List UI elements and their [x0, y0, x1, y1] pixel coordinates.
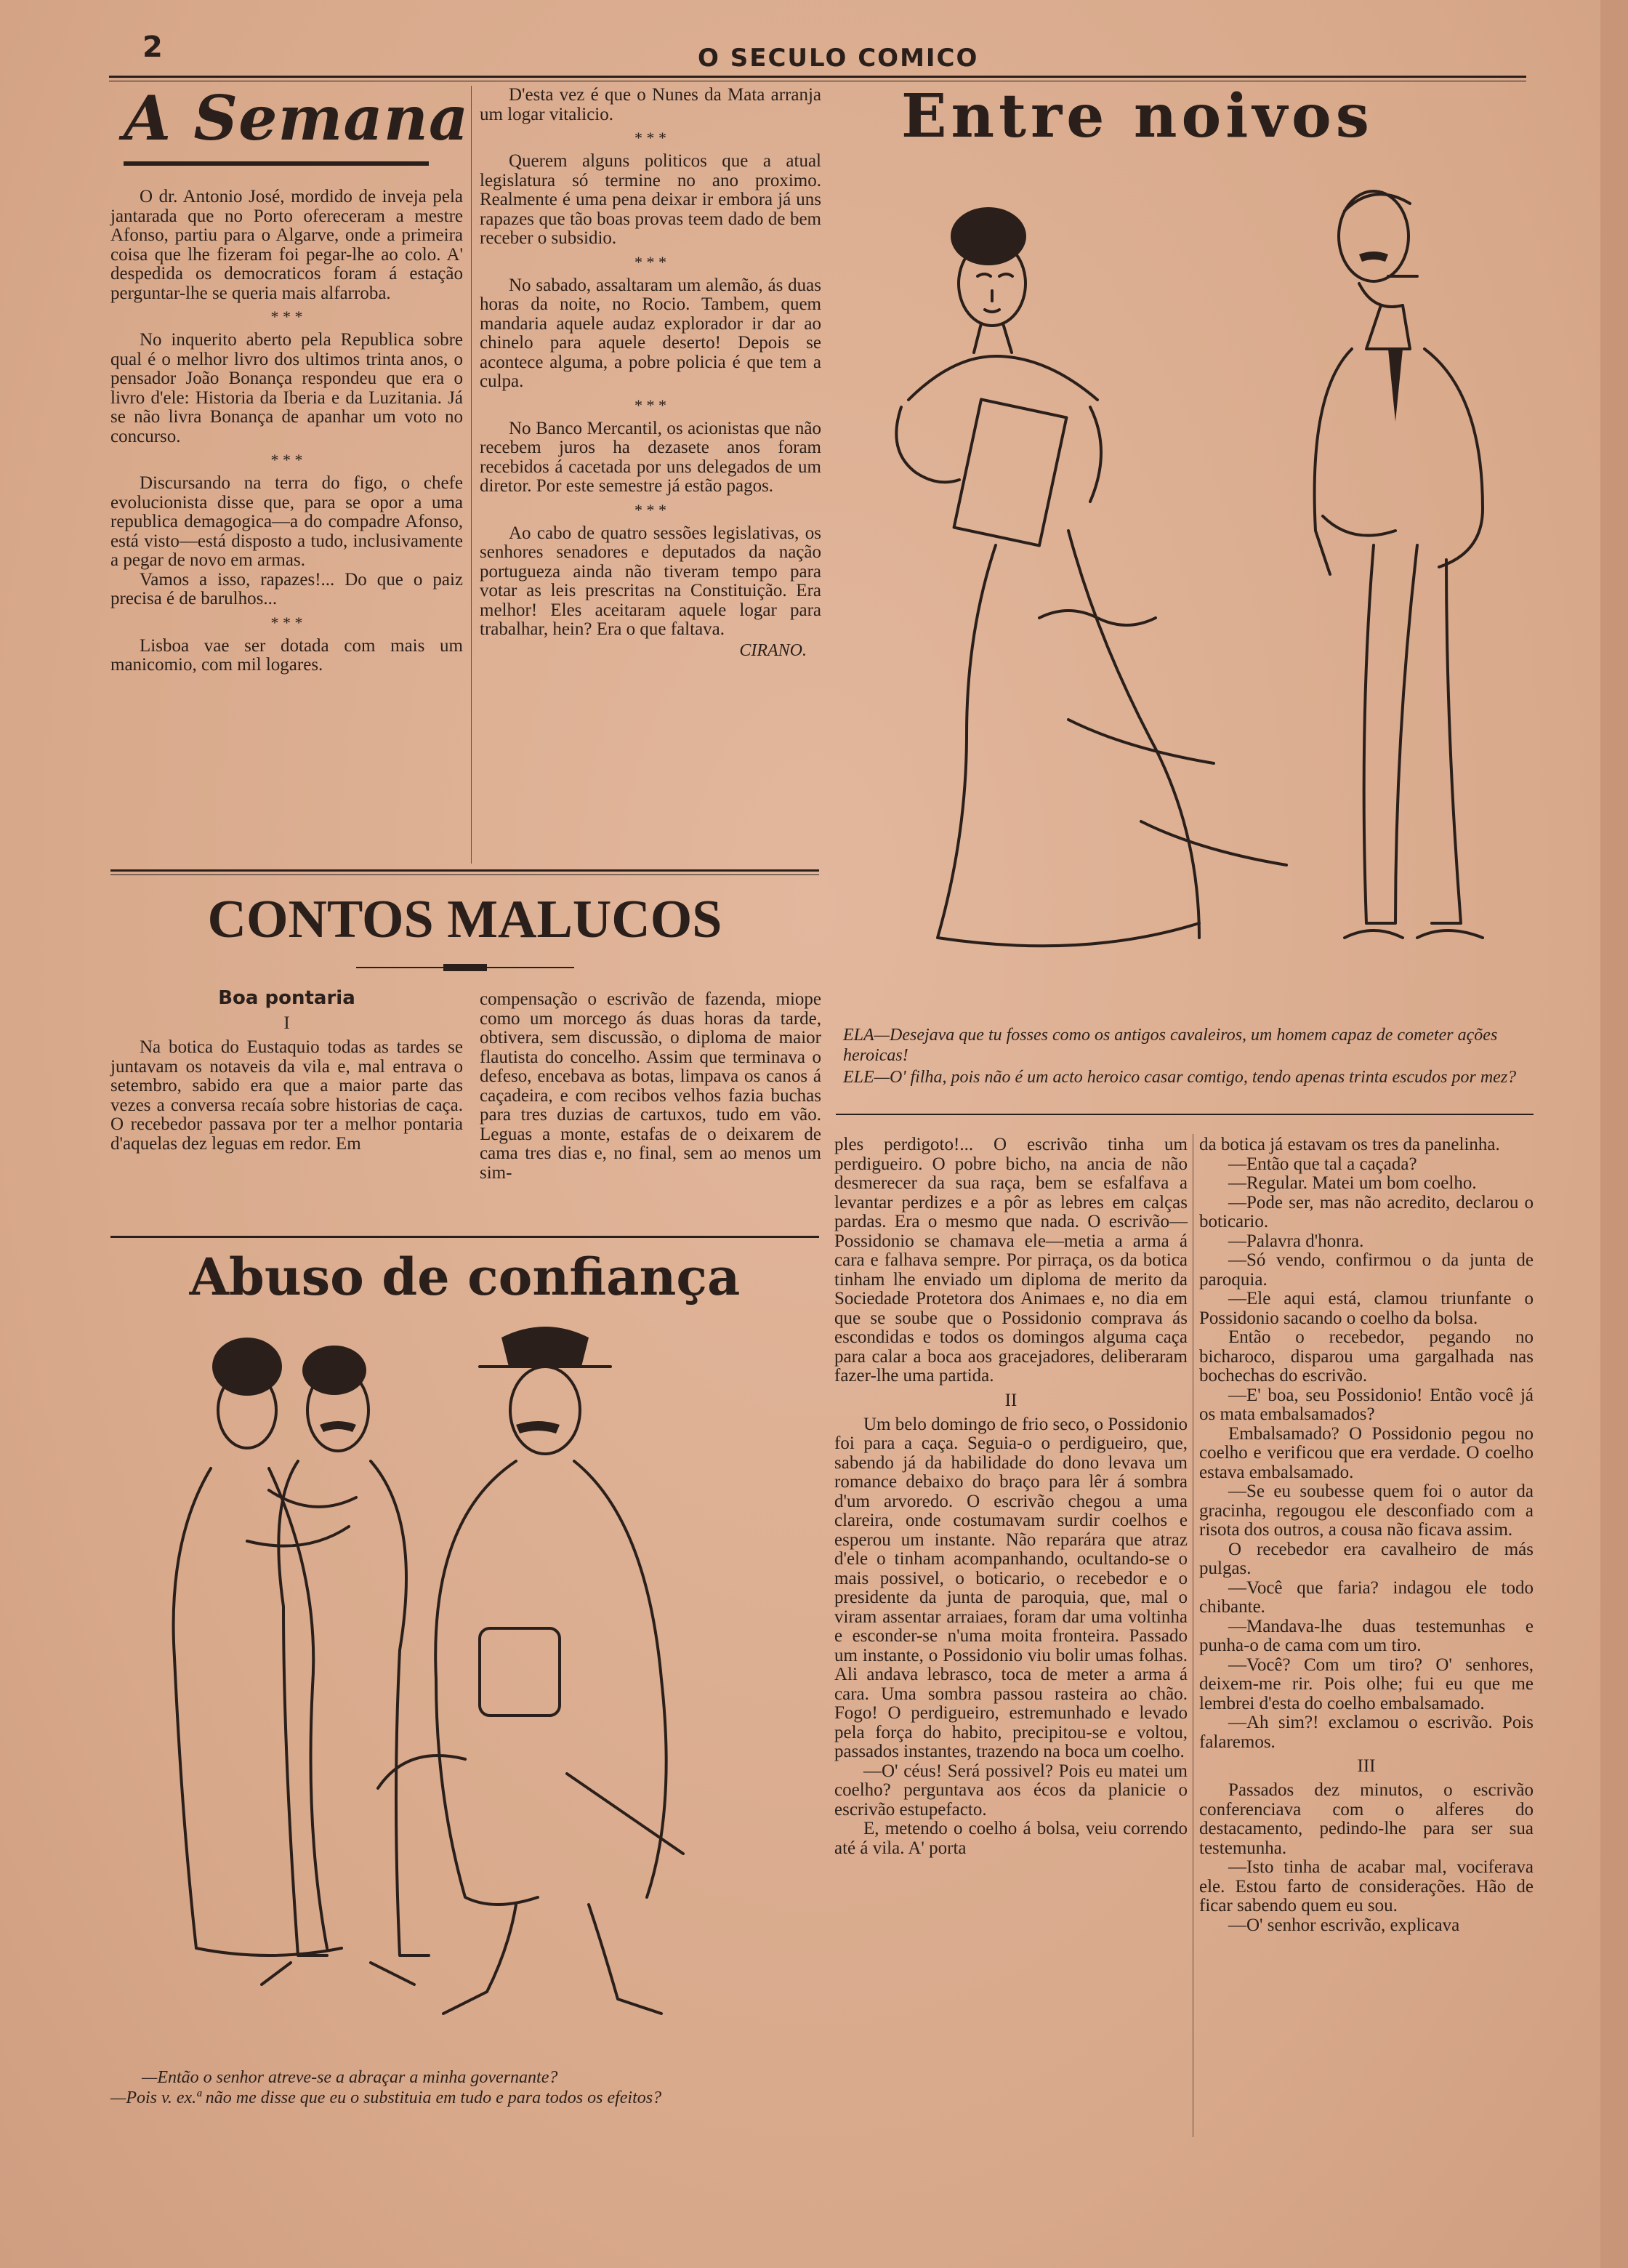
contos-line: —Ah sim?! exclamou o escrivão. Pois falaremos. — [1199, 1713, 1534, 1752]
column-divider — [471, 86, 472, 864]
contos-paragraph: Passados dez minutos, o escrivão conferenciava com o alferes do destacamento, pedindo-lhe para ser sua testemunha. — [1199, 1780, 1534, 1858]
contos-paragraph: Um belo domingo de frio seco, o Possidonio foi para a caça. Seguia-o o perdigueiro, que, sabendo já da habilidade do dono levava um romance debaixo do braço para lêr á sombra d'um arvoredo. O escrivão chegou a uma clareira, onde costumavam surdir coelhos e esperou um instante. Não reparára que atraz d'ele o tinham acompanhando, ocultando-se o mais possivel, o boticario, o recebedor e o presidente da junta de paroquia, que, mal o viram assentar arraiaes, foram dar uma voltinha e esconder-se n'uma moita fronteira. Passado um instante, o Possidonio viu bolir umas folhas. Ali andava lebrasco, toca de meter a arma á cara. Uma sombra passou rasteira ao chão. Fogo! O perdigueiro, estremunhado e levado pela força do habito, precipitou-se e voltou, passados instantes, trazendo na boca um coelho. — [834, 1414, 1188, 1761]
semana-item: Vamos a isso, rapazes!... Do que o paiz precisa é de barulhos... — [110, 569, 463, 608]
contos-line: —Só vendo, confirmou o da junta de paroquia. — [1199, 1250, 1534, 1290]
contos-column-3 — [834, 1135, 1188, 1858]
entre-noivos-caption-ele: ELE—O' filha, pois não é um acto heroico casar comtigo, tendo apenas trinta escudos por mez? — [843, 1068, 1517, 1087]
semana-item: O dr. Antonio José, mordido de inveja pela jantarada que no Porto ofereceram a mestre Afonso, partiu para o Algarve, onde a primeira coisa que lhe fizeram foi pegar-lhe ao colo. A' despedida os democraticos foram á estação perguntar-lhe se queria mais alfarroba. — [110, 187, 463, 303]
section-rule — [110, 1236, 819, 1238]
contos-subtitle: Boa pontaria — [218, 987, 355, 1009]
contos-line: —E' boa, seu Possidonio! Então você já os mata embalsamados? — [1199, 1385, 1534, 1424]
section-rule-thin — [110, 874, 819, 875]
separator-stars: * * * — [634, 129, 666, 147]
semana-item: Discursando na terra do figo, o chefe evolucionista disse que, para se opor a uma republica demagogica—a do compadre Afonso, está visto—está disposto a tudo, inclusivamente a pegar de novo em armas. — [110, 473, 463, 570]
semana-item: D'esta vez é que o Nunes da Mata arranja um logar vitalicio. — [480, 85, 821, 124]
separator-stars: * * * — [634, 252, 666, 271]
separator-stars: * * * — [270, 307, 303, 326]
contos-line: —Ele aqui está, clamou triunfante o Possidonio sacando o coelho da bolsa. — [1199, 1289, 1534, 1328]
contos-line: —Você? Com um tiro? O' senhores, deixem-me rir. Pois olhe; fui eu que me lembrei d'esta do coelho embalsamado. — [1199, 1654, 1534, 1713]
entre-noivos-caption-ela: ELA—Desejava que tu fosses como os antigos cavaleiros, um homem capaz de cometer ações heroicas! — [843, 1026, 1498, 1065]
contos-paragraph: ples perdigoto!... O escrivão tinha um perdigueiro. O pobre bicho, na ancia de não desmerecer da sua raça, bem se esfalfava a levantar perdizes e a pôr as lebres em calças pardas. Era o mesmo que nada. O escrivão—Possidonio se chamava ele—metia a arma á cara e falhava sempre. Por pirraça, os da botica tinham lhe enviado um diploma de merito da Sociedade Protetora dos Animaes e, no dia em que se soube que o Possidonio comprava ás escondidas e todos os domingos alguma caça para calar a boca aos gracejadores, deliberaram fazer-lhe uma partida. — [834, 1135, 1188, 1386]
separator-stars: * * * — [270, 613, 303, 632]
contos-column-4 — [1199, 1135, 1534, 1935]
semana-title-underline — [124, 161, 429, 166]
part-number: II — [1004, 1390, 1018, 1410]
page-number: 2 — [142, 31, 163, 64]
abuso-caption-1: —Então o senhor atreve-se a abraçar a minha governante? — [142, 2068, 558, 2087]
contos-line: O recebedor era cavalheiro de más pulgas. — [1199, 1539, 1534, 1578]
semana-title: A Semana — [124, 82, 470, 154]
separator-stars: * * * — [634, 395, 666, 414]
contos-paragraph: E, metendo o coelho á bolsa, veiu correndo até á vila. A' porta — [834, 1819, 1188, 1858]
contos-column-2 — [480, 990, 821, 1183]
abuso-title: Abuso de confiança — [189, 1247, 741, 1307]
part-number: I — [283, 1013, 290, 1033]
semana-item: No inquerito aberto pela Republica sobre qual é o melhor livro dos ultimos trinta anos, o pensador João Bonança respondeu que era o livro d'ele: Historia da Iberia e da Luzitania. Já se não livra Bonança de apanhar um voto no concurso. — [110, 330, 463, 446]
section-rule — [110, 869, 819, 872]
contos-paragraph: —Isto tinha de acabar mal, vociferava ele. Estou farto de considerações. Hão de ficar sabendo quem eu sou. — [1199, 1857, 1534, 1915]
page-edge — [1600, 0, 1628, 2268]
separator-stars: * * * — [270, 451, 303, 469]
contos-line: —Se eu soubesse quem foi o autor da gracinha, regougou ele desconfiado com a risota dos outros, a cousa não ficava assim. — [1199, 1481, 1534, 1540]
contos-paragraph: Na botica do Eustaquio todas as tardes se juntavam os notaveis da vila e, mal entrava o setembro, sabido era que a maior parte das vezes a conversa recaía sobre historias de caça. O recebedor passava por ter a melhor pontaria d'aquelas dez leguas em redor. Em — [110, 1037, 463, 1154]
part-number: III — [1357, 1756, 1376, 1776]
contos-paragraph: —O' senhor escrivão, explicava — [1228, 1915, 1460, 1935]
contos-line: —Regular. Matei um bom coelho. — [1228, 1173, 1477, 1193]
contos-paragraph: —O' céus! Será possivel? Pois eu matei um coelho? perguntava aos écos da planicie o escrivão estupefacto. — [834, 1761, 1188, 1819]
entre-noivos-illustration — [850, 167, 1577, 981]
contos-line: —Você que faria? indagou ele todo chibante. — [1199, 1577, 1534, 1617]
caption-rule — [836, 1114, 1534, 1115]
contos-title: CONTOS MALUCOS — [207, 890, 722, 949]
entre-noivos-title: Entre noivos — [901, 81, 1374, 151]
semana-item: Ao cabo de quatro sessões legislativas, os senhores senadores e deputados da nação portugueza ainda não tiveram tempo para votar as leis prescritas na Constituição. Era melhor! Eles aceitaram aquele logar para trabalhar, hein? Era o que faltava. — [480, 523, 821, 639]
contos-line: —Palavra d'honra. — [1228, 1231, 1364, 1251]
contos-column-1 — [110, 987, 463, 1154]
semana-item: Lisboa vae ser dotada com mais um manicomio, com mil logares. — [110, 635, 463, 675]
contos-line: —Mandava-lhe duas testemunhas e punha-o de cama com um tiro. — [1199, 1616, 1534, 1655]
contos-line: —Pode ser, mas não acredito, declarou o boticario. — [1199, 1192, 1534, 1231]
semana-item: No sabado, assaltaram um alemão, ás duas horas da noite, no Rocio. Tambem, quem mandaria aquele audaz explorador ir dar ao chinelo para aquele deserto! Depois se acontece alguma, a pobre policia é que tem a culpa. — [480, 275, 821, 391]
semana-item: No Banco Mercantil, os acionistas que não recebem juros ha dezasete anos foram recebidos á cacetada por uns delegados de um diretor. Por este semestre já estão pagos. — [480, 418, 821, 496]
contos-line: Então o recebedor, pegando no bicharoco, disparou uma gargalhada nas bochechas do escrivão. — [1199, 1327, 1534, 1386]
header-rule — [109, 76, 1526, 78]
separator-stars: * * * — [634, 500, 666, 519]
abuso-illustration — [138, 1323, 799, 2050]
semana-column-2 — [480, 86, 821, 662]
semana-signature: CIRANO. — [739, 640, 807, 660]
semana-column-1 — [110, 188, 463, 675]
semana-item: Querem alguns politicos que a atual legislatura só termine no ano proximo. Realmente é uma pena deixar ir embora já uns rapazes que tão boas provas teem dado de bem receber o subsidio. — [480, 151, 821, 248]
contos-paragraph: da botica já estavam os tres da panelinha. — [1199, 1135, 1500, 1154]
contos-line: Embalsamado? O Possidonio pegou no coelho e verificou que era verdade. O coelho estava embalsamado. — [1199, 1423, 1534, 1482]
contos-paragraph: compensação o escrivão de fazenda, miope como um morcego ás duas horas da tarde, obtivera, sem discussão, o diploma de maior flautista do concelho. Assim que terminava o defeso, encebava as botas, limpava os canos á caçadeira, e com recibos velhos fazia buchas para tres duzias de cartuxos, tudo em vão. Leguas a monte, estafas de o deixarem de cama tres dias e, no final, sem ao menos um sim- — [480, 989, 821, 1183]
contos-line: —Então que tal a caçada? — [1228, 1154, 1417, 1174]
masthead: O SECULO COMICO — [698, 44, 979, 73]
abuso-caption-2: —Pois v. ex.ª não me disse que eu o substituia em tudo e para todos os efeitos? — [110, 2088, 662, 2107]
contos-rule-center — [443, 964, 487, 971]
